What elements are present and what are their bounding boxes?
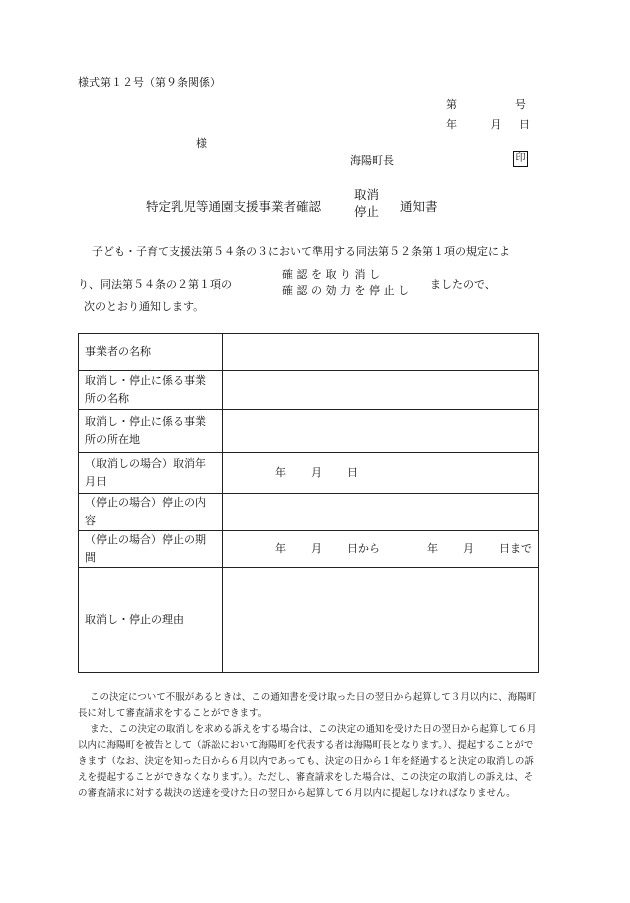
date-year: 年 bbox=[446, 118, 457, 131]
to-day: 日まで bbox=[499, 542, 532, 555]
table-row bbox=[79, 494, 539, 531]
body-option-cancel: 確 認 を 取 り 消 し bbox=[282, 268, 380, 281]
title-option-suspend: 停止 bbox=[354, 204, 380, 219]
row-label-business-name: 事業者の名称 bbox=[79, 334, 223, 371]
title-option-cancel: 取消 bbox=[354, 187, 380, 202]
body-options bbox=[282, 267, 409, 299]
body-line-2-end: ましたので、 bbox=[430, 278, 496, 291]
to-month: 月 bbox=[463, 542, 474, 555]
from-day: 日から bbox=[347, 542, 380, 555]
body-line-1: 子ども・子育て支援法第５４条の３において準用する同法第５２条第１項の規定によ bbox=[92, 245, 510, 258]
from-year: 年 bbox=[275, 542, 286, 555]
row-label-cancel-date: （取消しの場合）取消年月日 bbox=[79, 453, 223, 494]
table-row bbox=[79, 453, 539, 494]
number-suffix: 号 bbox=[515, 98, 526, 111]
number-prefix: 第 bbox=[446, 98, 457, 111]
table-row bbox=[79, 410, 539, 453]
appeal-note: この決定について不服があるときは、この通知書を受け取った日の翌日から起算して３月以内に、海陽町長に対して審査請求をすることができます。 bbox=[78, 692, 537, 719]
value-suspend-content bbox=[223, 494, 539, 531]
value-suspend-period bbox=[223, 531, 539, 568]
row-label-facility-name: 取消し・停止に係る事業所の名称 bbox=[79, 371, 223, 410]
value-facility-name bbox=[223, 371, 539, 410]
value-cancel-date bbox=[223, 453, 539, 494]
title-suffix: 通知書 bbox=[400, 199, 438, 214]
cancel-year: 年 bbox=[275, 466, 286, 479]
date-day: 日 bbox=[519, 118, 530, 131]
document-number bbox=[446, 96, 526, 112]
body-line-2: り、同法第５４条の２第１項の bbox=[78, 278, 232, 291]
table-row bbox=[79, 531, 539, 568]
addressee-suffix: 様 bbox=[196, 137, 207, 150]
seal-mark: 印 bbox=[513, 151, 528, 167]
row-label-facility-address: 取消し・停止に係る事業所の所在地 bbox=[79, 410, 223, 453]
value-facility-address bbox=[223, 410, 539, 453]
value-business-name bbox=[223, 334, 539, 371]
to-year: 年 bbox=[427, 542, 438, 555]
lawsuit-note: また、この決定の取消しを求める訴えをする場合は、この決定の通知を受けた日の翌日から起算して６月以内に海陽町を被告として（訴訟において海陽町を代表する者は海陽町長となります。）、提起することができます（なお、決定を知った日から６月以内であっても、決定の日から１年を経過すると決定の取消しの訴えを提起することができなくなります。）。ただし、審査請求をした場合は、この決定の取消しの訴えは、その審査請求に対する裁決の送達を受けた日の翌日から起算して６月以内に提起しなければなりません。 bbox=[78, 724, 537, 799]
date-month: 月 bbox=[490, 118, 502, 131]
cancel-day: 日 bbox=[347, 466, 358, 479]
body-line-3: 次のとおり通知します。 bbox=[84, 300, 205, 313]
cancel-month: 月 bbox=[311, 466, 322, 479]
row-label-suspend-period: （停止の場合）停止の期間 bbox=[79, 531, 223, 568]
table-row bbox=[79, 334, 539, 371]
document-title: 特定乳児等通園支援事業者確認 bbox=[146, 199, 322, 214]
title-options bbox=[354, 186, 379, 220]
from-month: 月 bbox=[311, 542, 322, 555]
table-row bbox=[79, 371, 539, 410]
row-label-suspend-content: （停止の場合）停止の内容 bbox=[79, 494, 223, 531]
form-number: 様式第１２号（第９条関係） bbox=[78, 76, 221, 89]
body-option-suspend: 確 認 の 効 力 を 停 止 し bbox=[282, 284, 409, 297]
table-row bbox=[79, 568, 539, 673]
row-label-reason: 取消し・停止の理由 bbox=[79, 568, 223, 673]
issue-date bbox=[446, 116, 530, 132]
notice-table bbox=[78, 333, 539, 673]
value-reason bbox=[223, 568, 539, 673]
issuer-name: 海陽町長 bbox=[350, 154, 394, 167]
